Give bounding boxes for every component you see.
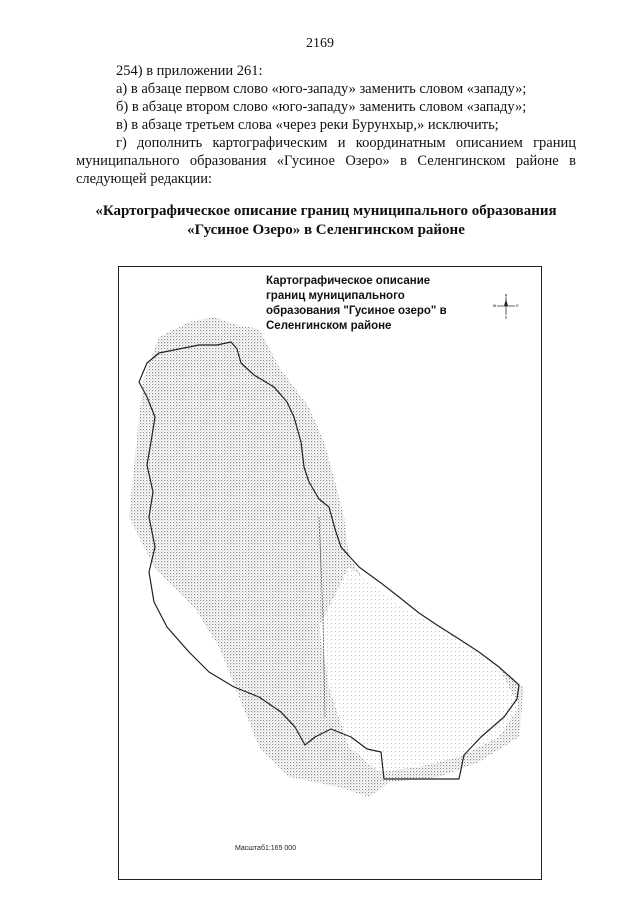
map-title-line-4: Селенгинском районе [266, 320, 392, 332]
compass-south-label: S [504, 315, 508, 319]
paragraph-item-g-line2: муниципального образования «Гусиное Озеро» в Селенгинском районе в [76, 153, 576, 169]
page-number: 2169 [306, 36, 334, 51]
map-title-line-1: Картографическое описание [266, 275, 431, 287]
map-frame [118, 266, 542, 880]
map-title-line-3: образования "Гусиное озеро" в [266, 305, 447, 317]
paragraph-item-g-line3: следующей редакции: [76, 171, 213, 187]
paragraph-item-g-line1: г) дополнить картографическим и координатным описанием границ [116, 135, 576, 151]
paragraph-item-a: а) в абзаце первом слово «юго-западу» заменить словом «западу»; [116, 81, 527, 97]
paragraph-254: 254) в приложении 261: [116, 63, 263, 79]
relief-shading-light [319, 567, 519, 772]
heading-line-2: «Гусиное Озеро» в Селенгинском районе [187, 222, 465, 238]
map-scale-label: Масштаб1:165 000 [235, 845, 297, 852]
heading-line-1: «Картографическое описание границ муниципального образования [95, 203, 557, 219]
section-heading [76, 202, 576, 240]
paragraph-item-v: в) в абзаце третьем слова «через реки Бурунхыр,» исключить; [116, 117, 499, 133]
compass-west-label: W [493, 304, 497, 308]
compass-north-label: N [504, 293, 508, 298]
boundary-map [119, 267, 541, 879]
compass-rose-icon [493, 293, 519, 319]
paragraph-item-b: б) в абзаце втором слово «юго-западу» заменить словом «западу»; [116, 99, 527, 115]
map-title-line-2: границ муниципального [266, 290, 405, 302]
map-title [266, 274, 447, 334]
compass-east-label: E [516, 304, 519, 308]
